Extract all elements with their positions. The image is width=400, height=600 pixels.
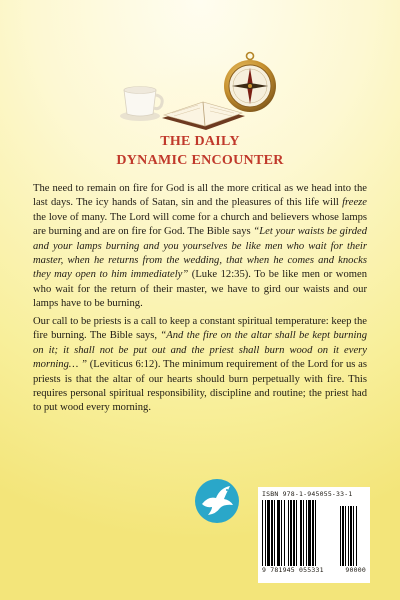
- barcode-bar: [300, 500, 302, 566]
- barcode-bar: [274, 500, 275, 566]
- barcode-bar: [293, 500, 295, 566]
- barcode-bar: [306, 500, 307, 566]
- dove-icon: [194, 478, 240, 524]
- price-addon: 90000: [345, 566, 366, 574]
- blurb-paragraph-1: The need to remain on fire for God is all the more critical as we head into the last days. The icy hands of Satan, sin and the pleasures of this life will freeze the love of many. The Lord will come for a church and believers whose lamps are burning and are on fire for God. The Bible says “Let your waists be girded and your lamps burning and you yourselves be like men who wait for their master, when he returns from the wedding, that when he comes and knocks they may open to him immediately” (Luke 12:35). To be like men or women who wait for the return of their master, we have to gird our waists and our lamps have to be burning.: [33, 183, 367, 310]
- barcode-bar: [290, 500, 292, 566]
- barcode-bar: [284, 500, 285, 566]
- scripture-quote: “Let your waists be girded and your lamps burning and you yourselves be like men who wait for their master, when he returns from the wedding, that when he comes and knocks they may open to him immediately”: [33, 226, 367, 281]
- barcode-addon-bar: [353, 506, 354, 566]
- barcode-bar: [308, 500, 311, 566]
- blurb-paragraph-2: Our call to be priests is a call to keep a constant spiritual temperature: keep the fire burning. The Bible says, “And the fire on the altar shall be kept burning on it; it shall not be put out and the priest shall burn wood on it every morning… ” (Leviticus 6:12). The minimum requirement of the Lord for us as priests is that the altar of our hearts should burn perpetually with fire. This requires personal spiritual responsibility, discipline and routine; the priest had to put wood every morning.: [33, 316, 367, 414]
- compass-book-coffee-illustration: [110, 38, 290, 138]
- barcode-addon-bar: [356, 506, 357, 566]
- barcode-addon-bar: [340, 506, 341, 566]
- barcode-bar: [267, 500, 270, 566]
- barcode-bar: [296, 500, 297, 566]
- barcode-bar: [262, 500, 263, 566]
- barcode-bar: [271, 500, 273, 566]
- barcode-addon-bar: [350, 506, 352, 566]
- isbn-number: ISBN 978-1-945055-33-1: [262, 490, 353, 498]
- barcode-bar: [315, 500, 316, 566]
- title-line-2: DYNAMIC ENCOUNTER: [116, 153, 284, 168]
- ean-number: 9 781945 055331: [262, 566, 324, 574]
- barcode-bars: [262, 500, 366, 566]
- isbn-barcode: [258, 487, 370, 583]
- barcode-bar: [265, 500, 266, 566]
- barcode-addon-bar: [345, 506, 346, 566]
- barcode-bar: [277, 500, 280, 566]
- scripture-quote: “And the fire on the altar shall be kept burning on it; it shall not be put out and the priest shall burn wood on it every morning… ”: [33, 330, 367, 371]
- title-line-1: THE DAILY: [160, 134, 240, 149]
- barcode-bar: [281, 500, 282, 566]
- barcode-addon-bar: [348, 506, 349, 566]
- book-title: [0, 132, 400, 170]
- compass-icon: [224, 53, 276, 113]
- barcode-bar: [288, 500, 289, 566]
- barcode-bar: [312, 500, 314, 566]
- barcode-bar: [303, 500, 304, 566]
- barcode-addon-bar: [342, 506, 344, 566]
